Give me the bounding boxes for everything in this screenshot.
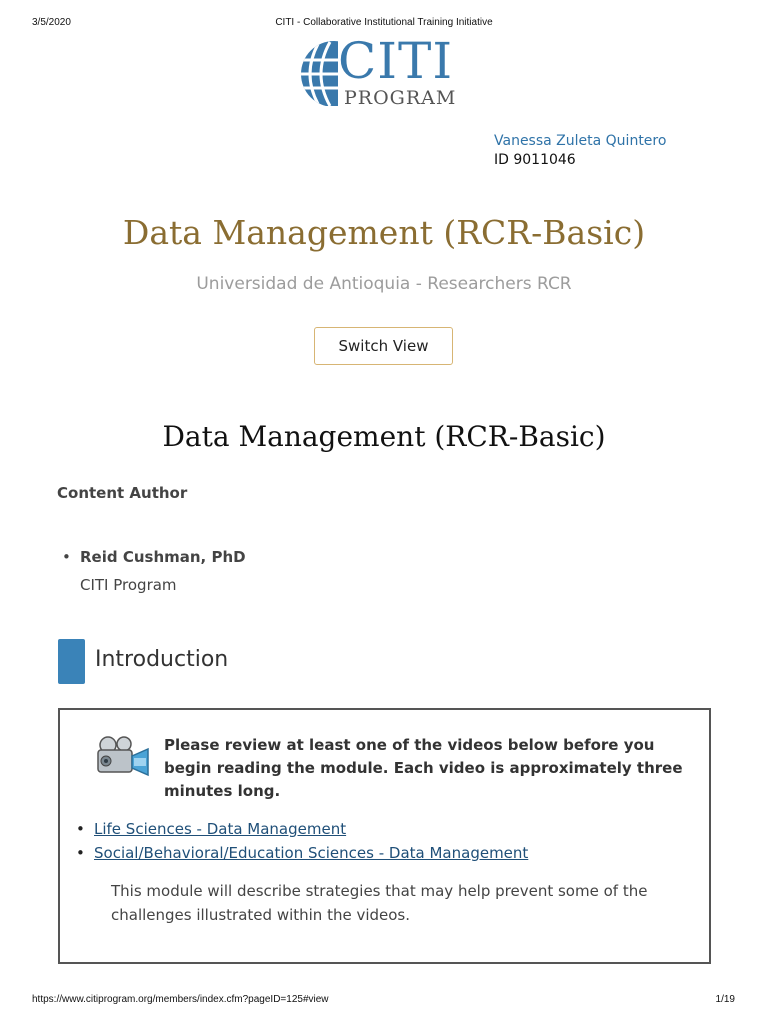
video-links (76, 817, 528, 865)
user-info (494, 132, 666, 170)
bullet: • (76, 820, 85, 838)
social-behavioral-video-link[interactable]: Social/Behavioral/Education Sciences - Data Management (94, 844, 529, 862)
print-header (0, 17, 768, 31)
course-title: Data Management (RCR-Basic) (122, 213, 646, 252)
print-title: CITI - Collaborative Institutional Training Initiative (275, 17, 493, 28)
citi-program-logo (300, 32, 465, 110)
user-name[interactable]: Vanessa Zuleta Quintero (494, 133, 667, 149)
life-sciences-video-link[interactable]: Life Sciences - Data Management (94, 820, 347, 838)
content-author-label: Content Author (57, 484, 188, 502)
page-number: 1/19 (715, 994, 735, 1005)
globe-icon (300, 40, 338, 106)
institution-name: Universidad de Antioquia - Researchers RCR (196, 274, 572, 294)
author-organization: CITI Program (80, 576, 177, 594)
author-name: Reid Cushman, PhD (80, 548, 246, 566)
video-notice-box (58, 708, 711, 964)
section-marker-bar (58, 639, 85, 684)
bullet: • (76, 844, 85, 862)
logo-wordmark: CITI (338, 32, 454, 90)
list-item (76, 841, 528, 865)
video-camera-icon (94, 736, 152, 780)
print-date: 3/5/2020 (32, 17, 71, 28)
module-description: This module will describe strategies that may help prevent some of the challenges illustrated within the videos. (111, 882, 648, 924)
logo-subwordmark: PROGRAM (344, 87, 457, 109)
video-instructions: Please review at least one of the videos below before you begin reading the module. Each video is approximately three minutes long. (164, 736, 683, 800)
module-title: Data Management (RCR-Basic) (162, 420, 606, 453)
introduction-heading: Introduction (95, 647, 229, 672)
list-item (76, 817, 528, 841)
bullet: • (62, 548, 71, 566)
print-url: https://www.citiprogram.org/members/index.cfm?pageID=125#view (32, 994, 329, 1005)
print-footer (0, 994, 768, 1008)
switch-view-button[interactable]: Switch View (314, 327, 453, 365)
user-id: ID 9011046 (494, 152, 576, 168)
